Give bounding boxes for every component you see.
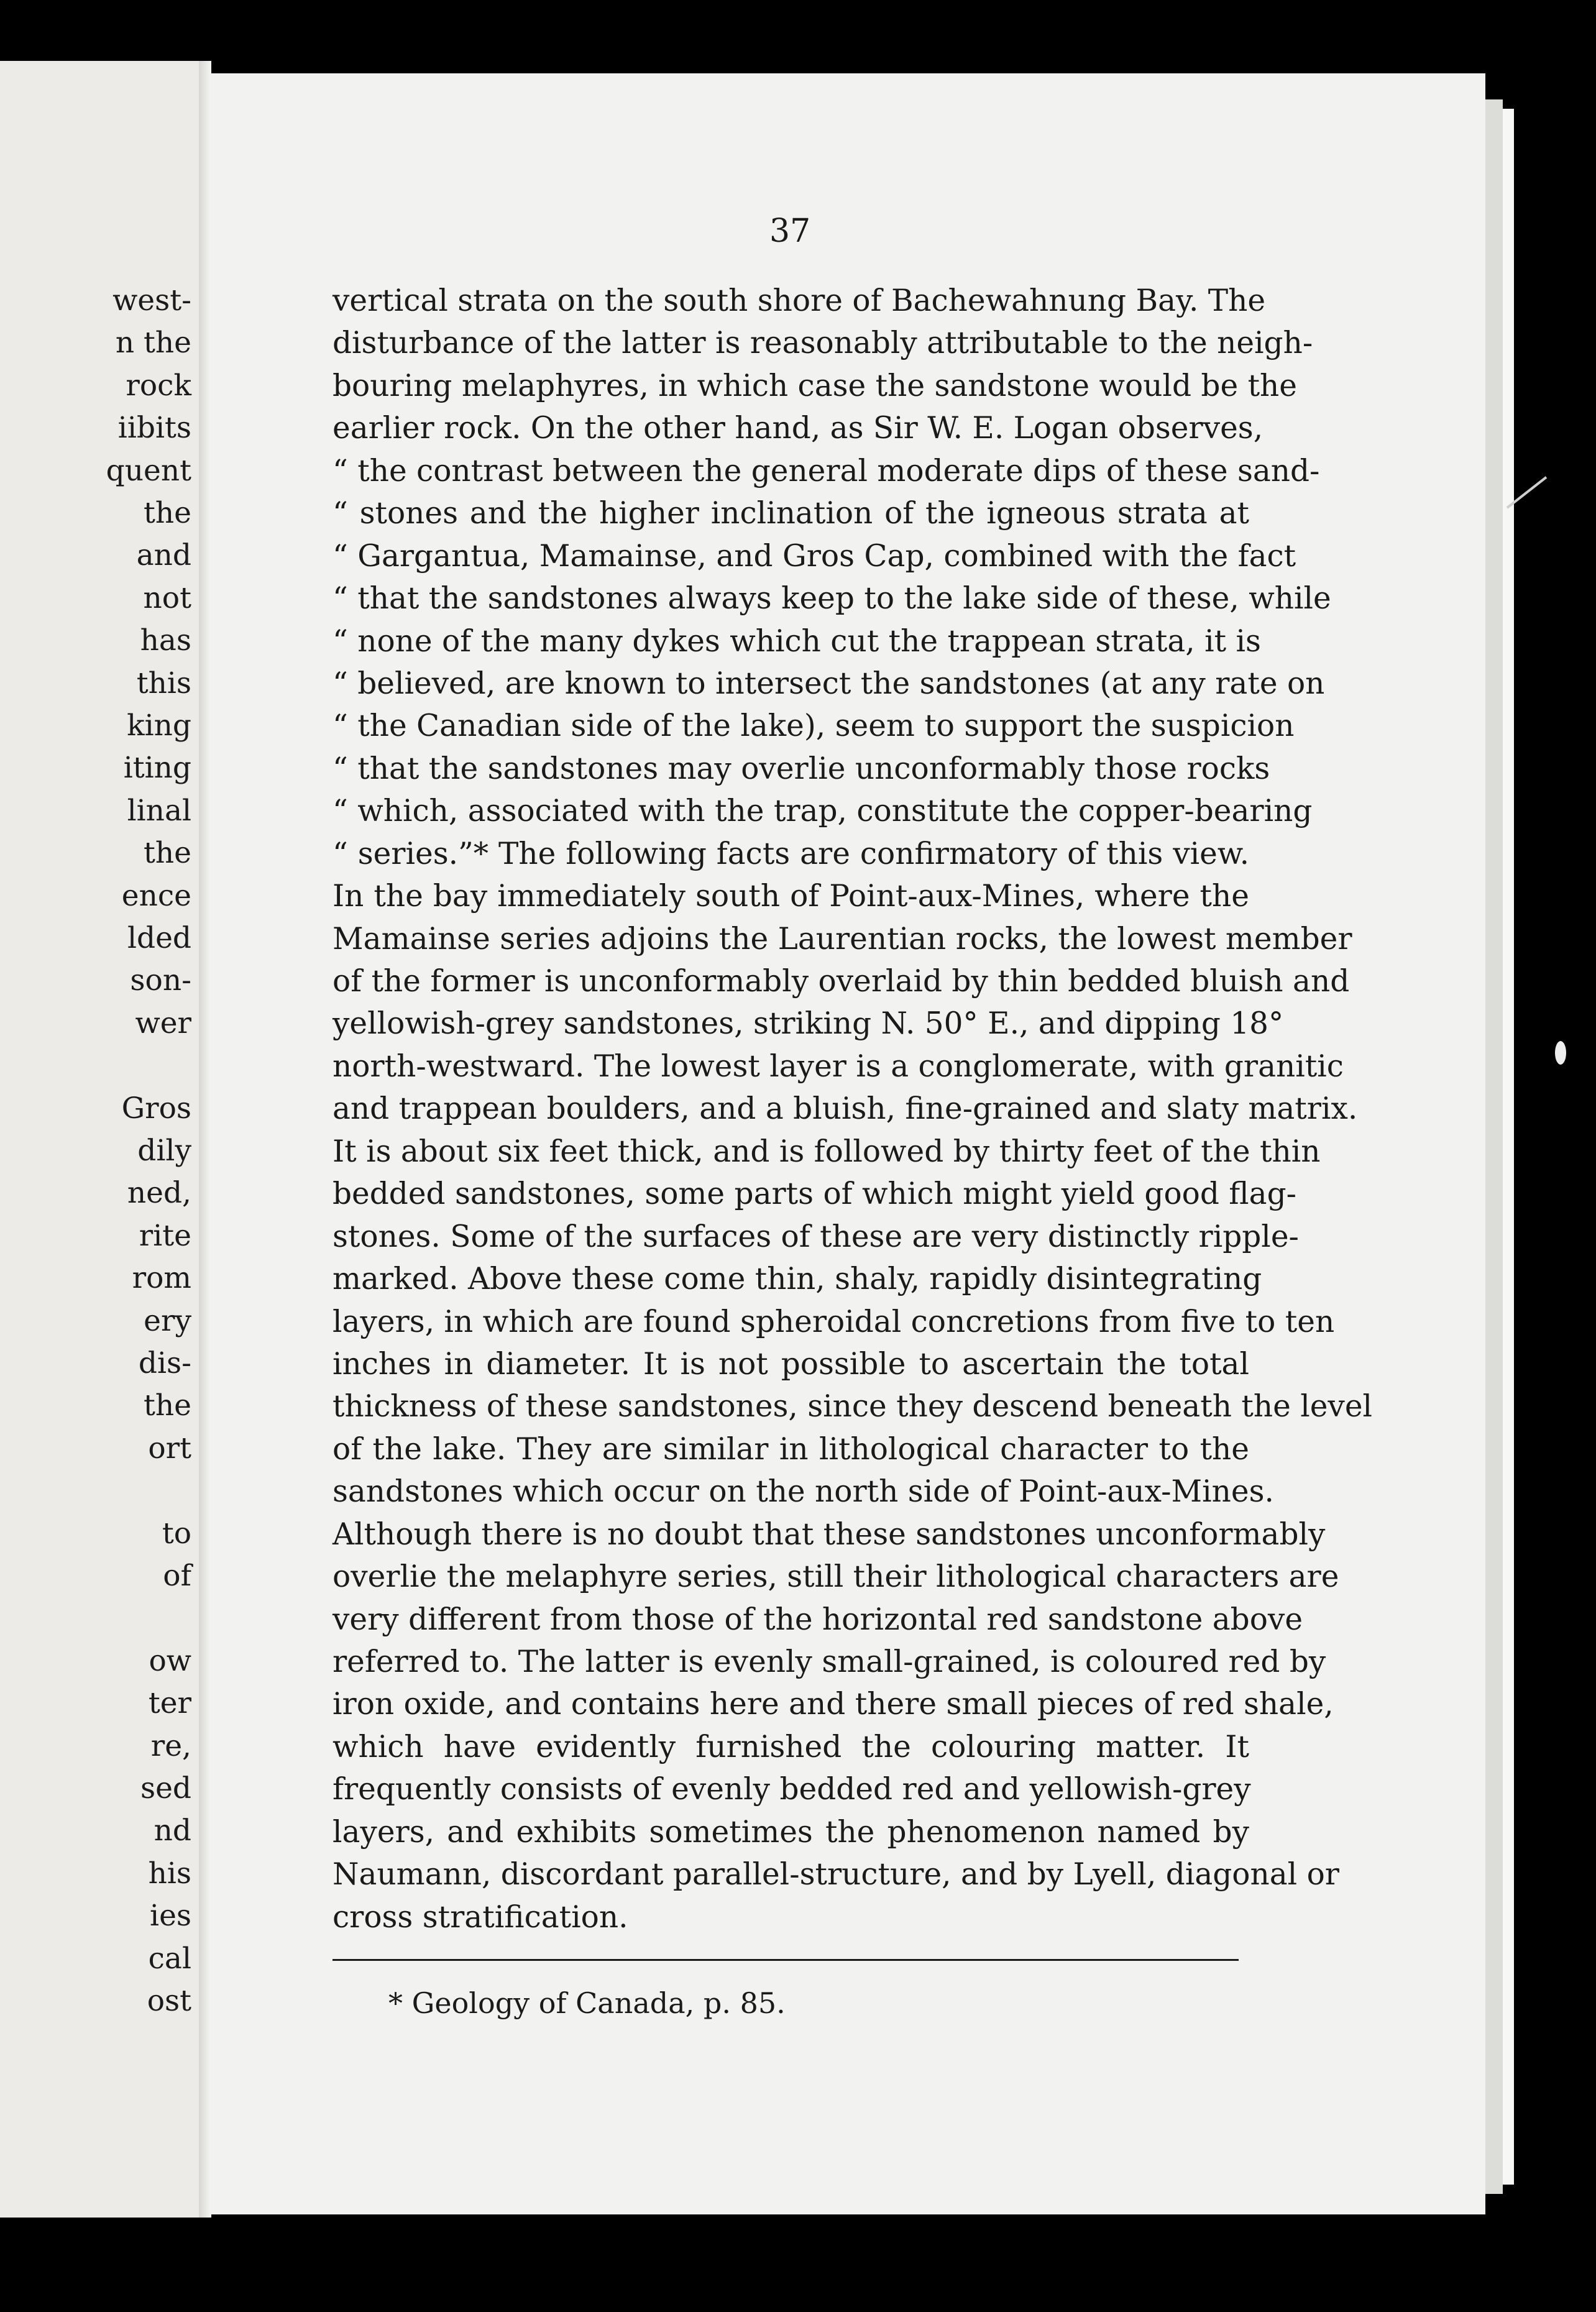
text-line: of the lake. They are similar in lithological character to the	[332, 1431, 1249, 1467]
text-line: “ the contrast between the general moderate dips of these sand-	[332, 453, 1320, 489]
text-line: In the bay immediately south of Point-aux-Mines, where the	[332, 879, 1249, 914]
text-line: “ stones and the higher inclination of the igneous strata at	[332, 496, 1249, 531]
text-line: Mamainse series adjoins the Laurentian rocks, the lowest member	[332, 921, 1352, 956]
page-edge-inner	[1503, 109, 1514, 2185]
scan-speck	[1555, 1041, 1566, 1065]
page-number: 37	[769, 213, 811, 250]
text-line: vertical strata on the south shore of Bachewahnung Bay. The	[332, 283, 1266, 318]
facing-page-fragment: the	[144, 836, 191, 871]
footnote: * Geology of Canada, p. 85.	[388, 1986, 786, 2020]
facing-page-fragment: not	[143, 580, 191, 615]
text-line: disturbance of the latter is reasonably attributable to the neigh-	[332, 326, 1313, 361]
facing-page-fragment: linal	[127, 793, 191, 828]
text-line: “ none of the many dykes which cut the trappean strata, it is	[332, 623, 1261, 659]
text-line: north-westward. The lowest layer is a conglomerate, with granitic	[332, 1048, 1344, 1084]
facing-page-fragment: re,	[150, 1728, 191, 1763]
facing-page-fragment: rock	[126, 368, 191, 403]
facing-page-fragment: this	[136, 666, 191, 700]
facing-page-fragment: has	[140, 623, 191, 658]
facing-page-fragment: of	[163, 1559, 191, 1593]
facing-page-fragment: rite	[139, 1218, 191, 1253]
text-line: Although there is no doubt that these sandstones unconformably	[332, 1516, 1326, 1552]
facing-page-fragment: king	[127, 709, 191, 743]
text-line: overlie the melaphyre series, still their lithological characters are	[332, 1559, 1339, 1595]
facing-page-fragment: cal	[148, 1941, 191, 1976]
text-line: bedded sandstones, some parts of which might yield good flag-	[332, 1177, 1297, 1212]
facing-page-fragment: ned,	[127, 1176, 191, 1211]
text-line: which have evidently furnished the colouring matter. It	[332, 1729, 1249, 1764]
facing-page-fragment: ow	[149, 1643, 191, 1678]
text-line: “ series.”* The following facts are confirmatory of this view.	[332, 836, 1249, 871]
facing-page-fragment: rom	[132, 1261, 191, 1296]
body-text	[332, 280, 1373, 1938]
facing-page-fragment: n the	[115, 326, 191, 360]
facing-page-fragment: dily	[137, 1134, 191, 1168]
facing-page-fragment: his	[148, 1856, 191, 1891]
text-line: layers, in which are found spheroidal concretions from five to ten	[332, 1304, 1335, 1339]
text-line: “ Gargantua, Mamainse, and Gros Cap, combined with the fact	[332, 538, 1296, 574]
facing-page-fragment: ter	[148, 1686, 191, 1721]
facing-page-fragment: and	[136, 538, 191, 573]
facing-page-fragment: west-	[112, 283, 191, 318]
facing-page-fragment: to	[162, 1516, 191, 1551]
text-line: “ that the sandstones may overlie unconformably those rocks	[332, 751, 1270, 786]
text-line: frequently consists of evenly bedded red and yellowish-grey	[332, 1772, 1251, 1807]
facing-page	[0, 61, 199, 2218]
facing-page-fragment: ort	[148, 1431, 191, 1466]
facing-page-fragment: dis-	[138, 1346, 191, 1380]
text-line: cross stratification.	[332, 1899, 628, 1935]
facing-page-fragment: ies	[150, 1899, 191, 1934]
facing-page-fragment: ence	[121, 878, 191, 913]
text-line: Naumann, discordant parallel-structure, and by Lyell, diagonal or	[332, 1857, 1339, 1892]
text-line: thickness of these sandstones, since they descend beneath the level	[332, 1389, 1373, 1424]
text-line: “ which, associated with the trap, constitute the copper-bearing	[332, 794, 1313, 829]
text-line: “ the Canadian side of the lake), seem to support the suspicion	[332, 709, 1295, 744]
facing-page-fragment: ery	[144, 1303, 191, 1338]
book-gutter	[199, 61, 211, 2218]
text-line: stones. Some of the surfaces of these are very distinctly ripple-	[332, 1219, 1299, 1254]
text-line: yellowish-grey sandstones, striking N. 50° E., and dipping 18°	[332, 1006, 1284, 1042]
text-line: “ that the sandstones always keep to the lake side of these, while	[332, 581, 1331, 617]
text-line: inches in diameter. It is not possible to ascertain the total	[332, 1346, 1249, 1382]
footnote-rule	[332, 1959, 1239, 1961]
text-line: bouring melaphyres, in which case the sandstone would be the	[332, 368, 1297, 403]
facing-page-fragment: the	[144, 1388, 191, 1423]
facing-page-fragment: wer	[135, 1006, 191, 1040]
facing-page-fragment: sed	[140, 1771, 191, 1805]
page-edge	[1485, 99, 1503, 2194]
text-line: It is about six feet thick, and is followed by thirty feet of the thin	[332, 1134, 1321, 1169]
facing-page-fragment: iting	[123, 751, 191, 786]
text-line: referred to. The latter is evenly small-grained, is coloured red by	[332, 1645, 1326, 1679]
text-line: sandstones which occur on the north side of Point-aux-Mines.	[332, 1474, 1274, 1510]
text-line: very different from those of the horizontal red sandstone above	[332, 1602, 1303, 1637]
facing-page-fragment: Gros	[121, 1091, 191, 1126]
text-line: marked. Above these come thin, shaly, rapidly disintegrating	[332, 1262, 1262, 1297]
text-line: “ believed, are known to intersect the sandstones (at any rate on	[332, 666, 1325, 701]
facing-page-fragment: son-	[130, 963, 191, 998]
facing-page-fragment: quent	[106, 453, 191, 488]
facing-page-fragment: iibits	[117, 411, 191, 446]
text-line: of the former is unconformably overlaid by thin bedded bluish and	[332, 964, 1350, 999]
facing-page-fragment: the	[144, 496, 191, 530]
facing-page-fragment: nd	[154, 1814, 191, 1848]
facing-page-fragment: ost	[147, 1984, 191, 2018]
text-line: layers, and exhibits sometimes the phenomenon named by	[332, 1814, 1249, 1850]
text-line: earlier rock. On the other hand, as Sir W. E. Logan observes,	[332, 411, 1264, 446]
text-line: and trappean boulders, and a bluish, fine-grained and slaty matrix.	[332, 1091, 1358, 1127]
facing-page-fragment: lded	[127, 921, 191, 955]
text-line: iron oxide, and contains here and there small pieces of red shale,	[332, 1687, 1334, 1722]
